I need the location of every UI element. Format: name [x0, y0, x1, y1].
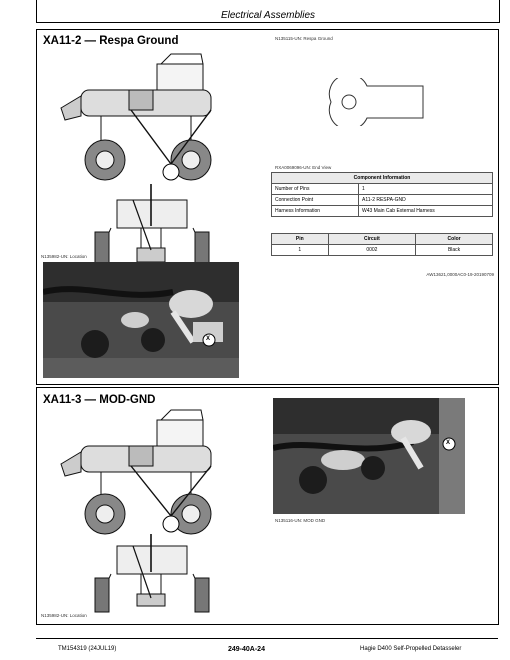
location-caption: N135982-UN: Location [41, 254, 87, 259]
machine-location-illustration [41, 50, 263, 276]
table-row: Connection Point A11-2 RESPA-GND [272, 195, 493, 206]
connector-location-photo [273, 398, 465, 514]
header-title: Electrical Assemblies [220, 10, 316, 21]
section-title: XA11-3 — MOD-GND [43, 394, 156, 406]
section-xa11-2 [36, 29, 499, 385]
table-row: Number of Pins 1 [272, 184, 493, 195]
page-header [36, 0, 500, 23]
pin-table: Pin Circuit Color 1 0002 Black [271, 233, 493, 256]
footer-product: Hagie D400 Self-Propelled Detasseler [360, 646, 462, 652]
footer-rule [36, 638, 498, 639]
connector-location-photo [43, 262, 239, 378]
footer-doc-id: TM154319 (24JUL19) [58, 646, 117, 652]
photo-caption: N135116-UN: MOD GND [275, 518, 326, 523]
table-row: 1 0002 Black [272, 245, 493, 256]
doc-reference: AW13621,0000AC0-19-20190709 [426, 272, 494, 277]
callout-x: X [446, 440, 451, 446]
endview-caption: RXA0069096-UN: End View [275, 165, 332, 170]
component-info-heading: Component Information [272, 173, 493, 184]
page-number: 249-40A-24 [228, 646, 265, 653]
callout-x: X [206, 336, 211, 342]
connector-caption: N135115-UN: Respa Ground [275, 36, 333, 41]
component-info-table [271, 172, 493, 217]
ring-terminal-drawing [323, 78, 433, 126]
location-caption: N135982-UN: Location [41, 613, 87, 618]
machine-location-illustration [41, 406, 263, 616]
section-title: XA11-2 — Respa Ground [43, 35, 179, 47]
section-xa11-3 [36, 387, 499, 625]
table-row: Harness Information W43 Main Cab External Harness [272, 206, 493, 217]
